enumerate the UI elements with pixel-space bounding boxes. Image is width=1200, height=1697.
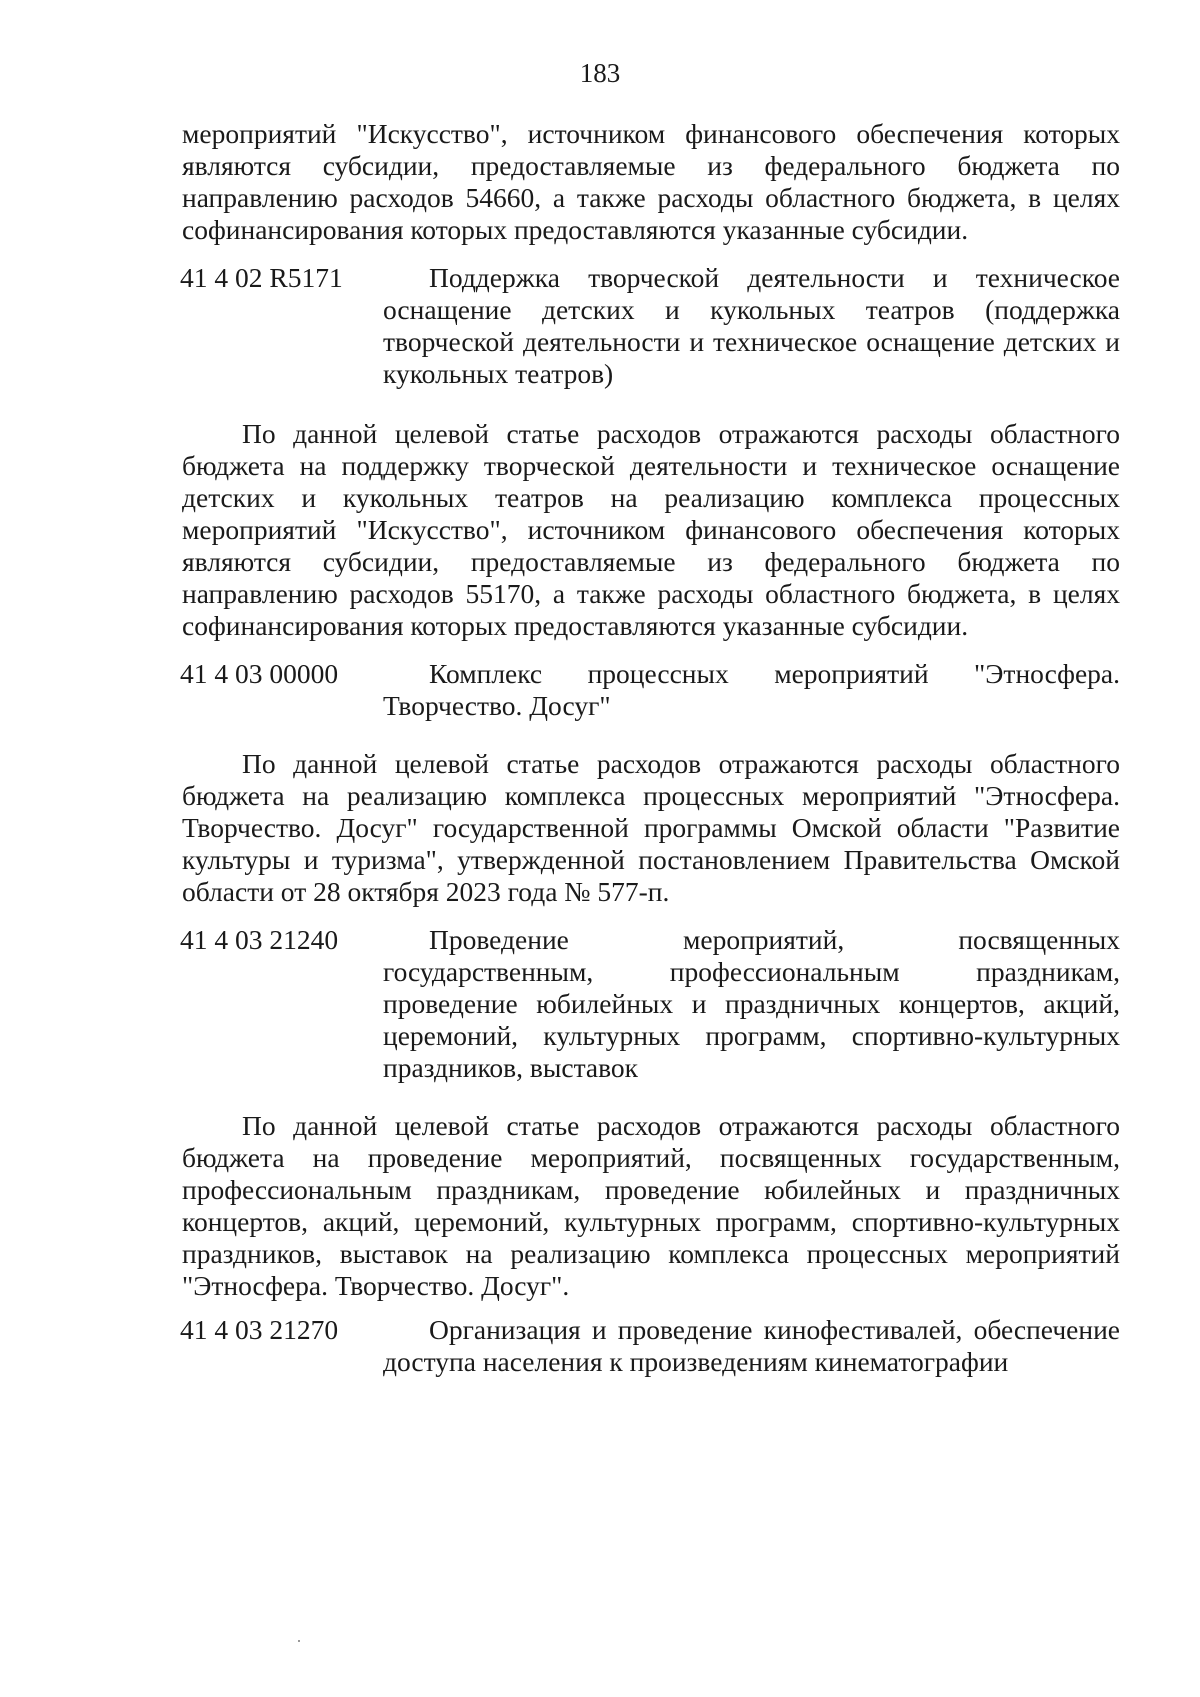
- scan-speck: [298, 1640, 300, 1642]
- budget-entry-41-4-03-21240: [180, 924, 1120, 1084]
- paragraph-description: По данной целевой статье расходов отражаются расходы областного бюджета на поддержку творческой деятельности и техническое оснащение детских и кукольных театров на реализацию комплекса процессных мероприятий "Искусство", источником финансового обеспечения которых являются субсидии, предоставляемые из федерального бюджета по направлению расходов 55170, а также расходы областного бюджета, в целях софинансирования которых предоставляются указанные субсидии.: [182, 418, 1120, 641]
- paragraph-continuation: мероприятий "Искусство", источником финансового обеспечения которых являются субсидии, предоставляемые из федерального бюджета по направлению расходов 54660, а также расходы областного бюджета, в целях софинансирования которых предоставляются указанные субсидии.: [182, 118, 1120, 245]
- paragraph-description: По данной целевой статье расходов отражаются расходы областного бюджета на проведение мероприятий, посвященных государственным, профессиональным праздникам, проведение юбилейных и праздничных концертов, акций, церемоний, культурных программ, спортивно-культурных праздников, выставок на реализацию комплекса процессных мероприятий "Этносфера. Творчество. Досуг".: [182, 1110, 1120, 1301]
- entry-title: Организация и проведение кинофестивалей, обеспечение доступа населения к произведениям кинематографии: [383, 1314, 1120, 1377]
- entry-title: Проведение мероприятий, посвященных государственным, профессиональным праздникам, проведение юбилейных и праздничных концертов, акций, церемоний, культурных программ, спортивно-культурных праздников, выставок: [383, 924, 1120, 1083]
- entry-code: 41 4 02 R5171: [180, 262, 343, 293]
- entry-code: 41 4 03 21270: [180, 1314, 339, 1345]
- entry-title: Комплекс процессных мероприятий "Этносфера. Творчество. Досуг": [383, 658, 1120, 721]
- paragraph-description: По данной целевой статье расходов отражаются расходы областного бюджета на реализацию комплекса процессных мероприятий "Этносфера. Творчество. Досуг" государственной программы Омской области "Развитие культуры и туризма", утвержденной постановлением Правительства Омской области от 28 октября 2023 года № 577-п.: [182, 748, 1120, 907]
- entry-title: Поддержка творческой деятельности и техническое оснащение детских и кукольных театров (поддержка творческой деятельности и техническое оснащение детских и кукольных театров): [383, 262, 1120, 389]
- entry-code: 41 4 03 00000: [180, 658, 339, 689]
- page-number: 183: [579, 58, 621, 88]
- entry-code: 41 4 03 21240: [180, 924, 339, 955]
- budget-entry-41-4-03-00000: [180, 658, 1120, 722]
- budget-entry-41-4-02-r5171: [180, 262, 1120, 390]
- budget-entry-41-4-03-21270: [180, 1314, 1120, 1378]
